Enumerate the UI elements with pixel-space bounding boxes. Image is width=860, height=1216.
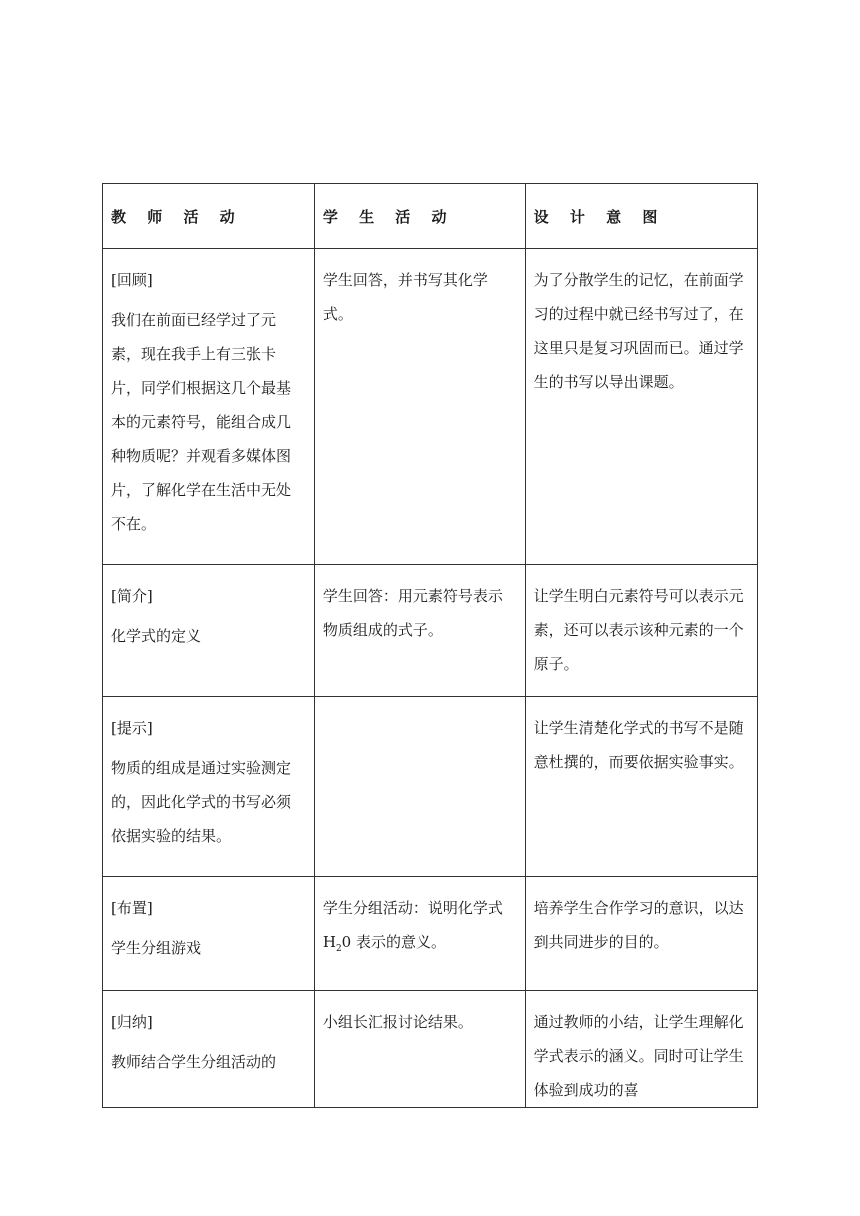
intent-cell xyxy=(525,697,757,877)
intent-text: 让学生清楚化学式的书写不是随意杜撰的，而要依据实验事实。 xyxy=(533,719,744,771)
student-text: 学生回答：用元素符号表示物质组成的式子。 xyxy=(322,587,503,639)
student-cell xyxy=(314,877,525,991)
header-design-intent: 设 计 意 图 xyxy=(525,184,757,249)
teacher-text: 学生分组游戏 xyxy=(111,939,202,957)
intent-text: 培养学生合作学习的意识，以达到共同进步的目的。 xyxy=(533,899,744,951)
formula-subscript: 2 xyxy=(335,944,342,954)
table-row xyxy=(103,877,758,991)
student-cell xyxy=(314,991,525,1108)
teacher-text: 教师结合学生分组活动的 xyxy=(111,1053,277,1071)
section-tag: [简介] xyxy=(111,587,153,605)
teacher-cell xyxy=(103,877,315,991)
table-header-row xyxy=(103,184,758,249)
intent-cell xyxy=(525,877,757,991)
student-cell xyxy=(314,249,525,565)
header-student-activity: 学 生 活 动 xyxy=(314,184,525,249)
table-row xyxy=(103,565,758,697)
table-row xyxy=(103,697,758,877)
intent-text: 为了分散学生的记忆，在前面学习的过程中就已经书写过了，在这里只是复习巩固而已。通过学生的书写以导出课题。 xyxy=(533,271,744,391)
teacher-cell xyxy=(103,249,315,565)
section-tag: [归纳] xyxy=(111,1013,153,1031)
student-text xyxy=(323,891,517,966)
table-row xyxy=(103,991,758,1108)
table-row xyxy=(103,249,758,565)
teacher-cell xyxy=(103,697,315,877)
intent-cell xyxy=(525,249,757,565)
teacher-cell xyxy=(103,991,315,1108)
student-text: 学生回答，并书写其化学式。 xyxy=(322,271,488,323)
teacher-text: 物质的组成是通过实验测定的，因此化学式的书写必须依据实验的结果。 xyxy=(111,759,292,845)
student-cell xyxy=(314,697,525,877)
intent-text: 让学生明白元素符号可以表示元素，还可以表示该种元素的一个原子。 xyxy=(533,587,744,673)
student-cell xyxy=(314,565,525,697)
section-tag: [回顾] xyxy=(111,271,153,289)
lesson-plan-table xyxy=(102,183,758,1108)
teacher-cell xyxy=(103,565,315,697)
student-text-post: 0 表示的意义。 xyxy=(341,933,446,951)
student-text: 小组长汇报讨论结果。 xyxy=(322,1013,473,1031)
section-tag: [提示] xyxy=(111,719,153,737)
header-teacher-activity: 教 师 活 动 xyxy=(103,184,315,249)
student-text-pre: 学生分组活动：说明化学式 H xyxy=(322,899,503,951)
intent-cell xyxy=(525,991,757,1108)
intent-cell xyxy=(525,565,757,697)
teacher-text: 我们在前面已经学过了元素，现在我手上有三张卡片，同学们根据这几个最基本的元素符号，能组合成几种物质呢？并观看多媒体图片，了解化学在生活中无处不在。 xyxy=(111,311,292,533)
intent-text: 通过教师的小结，让学生理解化学式表示的涵义。同时可让学生体验到成功的喜 xyxy=(533,1013,744,1099)
section-tag: [布置] xyxy=(111,899,153,917)
teacher-text: 化学式的定义 xyxy=(111,627,202,645)
